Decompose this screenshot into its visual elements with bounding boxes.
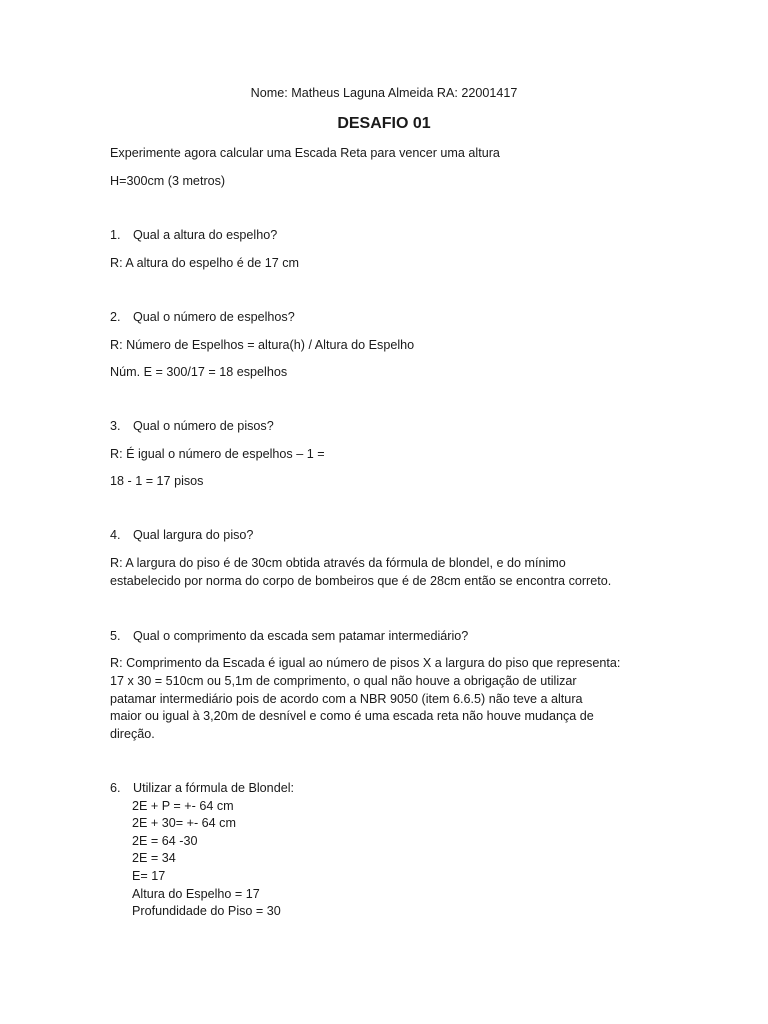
- question-number: 5.: [110, 629, 121, 643]
- question-text: Qual largura do piso?: [133, 528, 254, 542]
- question-number: 3.: [110, 419, 121, 433]
- formula-line: Profundidade do Piso = 30: [132, 904, 281, 918]
- question-number: 2.: [110, 310, 121, 324]
- question-number: 6.: [110, 781, 121, 795]
- question-number: 1.: [110, 228, 121, 242]
- formula-line: Altura do Espelho = 17: [132, 887, 260, 901]
- question-text: Qual o comprimento da escada sem patamar intermediário?: [133, 629, 469, 643]
- answer-line: patamar intermediário pois de acordo com a NBR 9050 (item 6.6.5) não teve a altura: [110, 692, 583, 706]
- answer-line: R: A altura do espelho é de 17 cm: [110, 256, 300, 270]
- document-title: DESAFIO 01: [337, 115, 431, 132]
- formula-line: 2E + P = +- 64 cm: [132, 799, 234, 813]
- question-text: Utilizar a fórmula de Blondel:: [133, 781, 294, 795]
- question-text: Qual o número de espelhos?: [133, 310, 295, 324]
- formula-line: E= 17: [132, 869, 166, 883]
- answer-line: R: Comprimento da Escada é igual ao número de pisos X a largura do piso que representa:: [110, 656, 621, 670]
- formula-line: 2E + 30= +- 64 cm: [132, 816, 236, 830]
- formula-line: 2E = 64 -30: [132, 834, 198, 848]
- answer-line: 18 - 1 = 17 pisos: [110, 474, 204, 488]
- answer-line: 17 x 30 = 510cm ou 5,1m de comprimento, o qual não houve a obrigação de utilizar: [110, 674, 577, 688]
- answer-line: direção.: [110, 727, 155, 741]
- question-text: Qual o número de pisos?: [133, 419, 274, 433]
- student-name-line: Nome: Matheus Laguna Almeida RA: 22001417: [250, 86, 518, 100]
- answer-line: R: Número de Espelhos = altura(h) / Altura do Espelho: [110, 338, 415, 352]
- answer-line: Núm. E = 300/17 = 18 espelhos: [110, 365, 288, 379]
- answer-line: maior ou igual à 3,20m de desnível e como é uma escada reta não houve mudança de: [110, 709, 594, 723]
- intro-text: Experimente agora calcular uma Escada Reta para vencer uma altura: [110, 146, 500, 160]
- intro-height: H=300cm (3 metros): [110, 174, 226, 188]
- formula-line: 2E = 34: [132, 851, 176, 865]
- answer-line: R: A largura do piso é de 30cm obtida através da fórmula de blondel, e do mínimo: [110, 556, 566, 570]
- answer-line: estabelecido por norma do corpo de bombeiros que é de 28cm então se encontra correto.: [110, 574, 612, 588]
- answer-line: R: É igual o número de espelhos – 1 =: [110, 447, 325, 461]
- question-number: 4.: [110, 528, 121, 542]
- question-text: Qual a altura do espelho?: [133, 228, 278, 242]
